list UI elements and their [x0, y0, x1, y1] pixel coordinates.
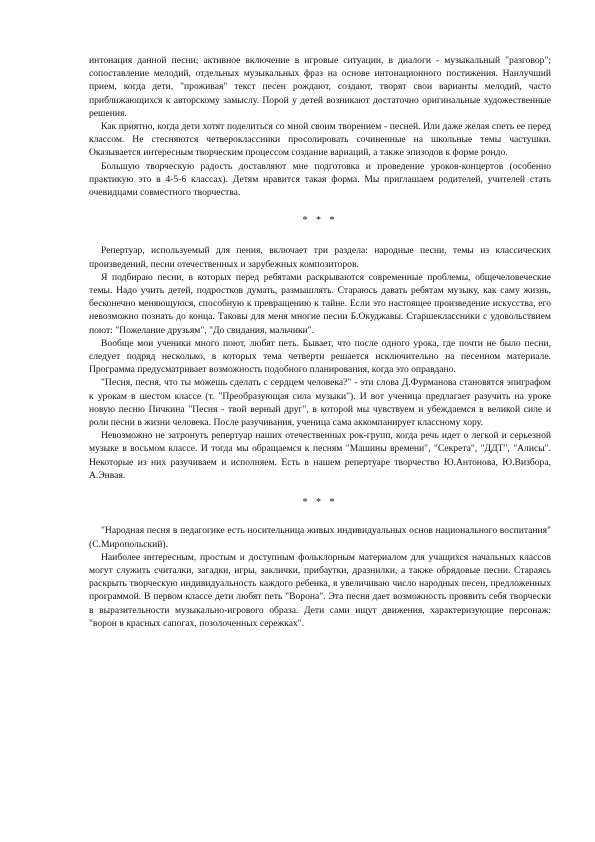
- paragraph: Как приятно, когда дети хотят поделиться со мной своим творением - песней. Или даже желая спеть ее перед классом. Не стесняются четвероклассники просолировать сочиненные на школьные темы частушки. Оказывается интересным творческим процессом создание вариаций, а также эпизодов к форме рондо.: [89, 121, 551, 159]
- paragraph: Я подбираю песни, в которых перед ребятами раскрываются современные проблемы, общечеловеческие темы. Надо учить детей, подростков думать, размышлять. Стараюсь давать ребятам музыку, как саму жизнь, бесконечно меняющуюся, способную к превращению к тайне. Если это настоящее произведение искусства, его невозможно познать до конца. Таковы для меня многие песни Б.Окуджавы. Старшеклассники с удовольствием поют: "Пожелание друзьям", "До свидания, мальчики".: [89, 271, 551, 336]
- paragraph: "Песня, песня, что ты можешь сделать с сердцем человека?" - эти слова Д.Фурманова становятся эпиграфом к урокам в шестом классе (т. "Преобразующая сила музыки"). И вот ученица предлагает разучить на уроке новую песню Пичкина "Песня - твой верный друг", в которой мы чувствуем и убеждаемся в великой силе и роли песни в жизни человека. После разучивания, ученица сама аккомпанирует классному хору.: [89, 377, 551, 429]
- paragraph: Вообще мои ученики много поют, любят петь. Бывает, что после одного урока, где почти не было песни, следует подряд несколько, в которых тема четверти решается исключительно на песенном материале. Программа предусматривает возможность подобного планирования, когда это оправдано.: [89, 337, 551, 376]
- section-separator: * * *: [302, 215, 338, 227]
- paragraph: интонация данной песни; активное включение в игровые ситуации, в диалоги - музыкальный "разговор"; сопоставление мелодий, отдельных музыкальных фраз на основе интонационного постижения. Наилучший прием, когда дети, "проживая" текст песен рождают, создают, творят свои варианты мелодий, часто приближающихся к авторскому замыслу. Порой у детей возникают достаточно оригинальные художественные решения.: [89, 55, 551, 119]
- paragraph: Невозможно не затронуть репертуар наших отечественных рок-групп, когда речь идет о легкой и серьезной музыке в восьмом классе. И тогда мы обращаемся к песням "Машины времени", "Секрета", "ДДТ", "Алисы". Некоторые из них разучиваем и исполняем. Есть в нашем репертуаре творчество Ю.Антонова, Ю.Визбора, А.Энвая.: [89, 430, 551, 481]
- document-body: [89, 54, 551, 630]
- paragraph: Репертуар, используемый для пения, включает три раздела: народные песни, темы из классических произведений, песни отечественных и зарубежных композиторов.: [89, 245, 551, 270]
- paragraph: Наиболее интересным, простым и доступным фольклорным материалом для учащихся начальных классов могут служить считалки, загадки, игры, заклички, прибаутки, дразнилки, а также обрядовые песни. Стараясь раскрыть творческую индивидуальность каждого ребенка, я увеличиваю число народных песен, предложенных программой. В первом классе дети любят петь "Ворона". Эта песня дает возможность проявить себя творчески в выразительности музыкально-игрового образа. Дети сами ищут движения, характеризующие персонаж: "ворон в красных сапогах, позолоченных сережках".: [89, 551, 551, 629]
- section-separator: * * *: [302, 497, 338, 509]
- paragraph: Большую творческую радость доставляют мне подготовка и проведение уроков-концертов (особенно практикую это в 4-5-6 классах). Детям нравится такая форма. Мы приглашаем родителей, учителей стать очевидцами совместного творчества.: [89, 160, 551, 199]
- paragraph: "Народная песня в педагогике есть носительница живых индивидуальных основ национального воспитания" (С.Миропольский).: [89, 525, 551, 550]
